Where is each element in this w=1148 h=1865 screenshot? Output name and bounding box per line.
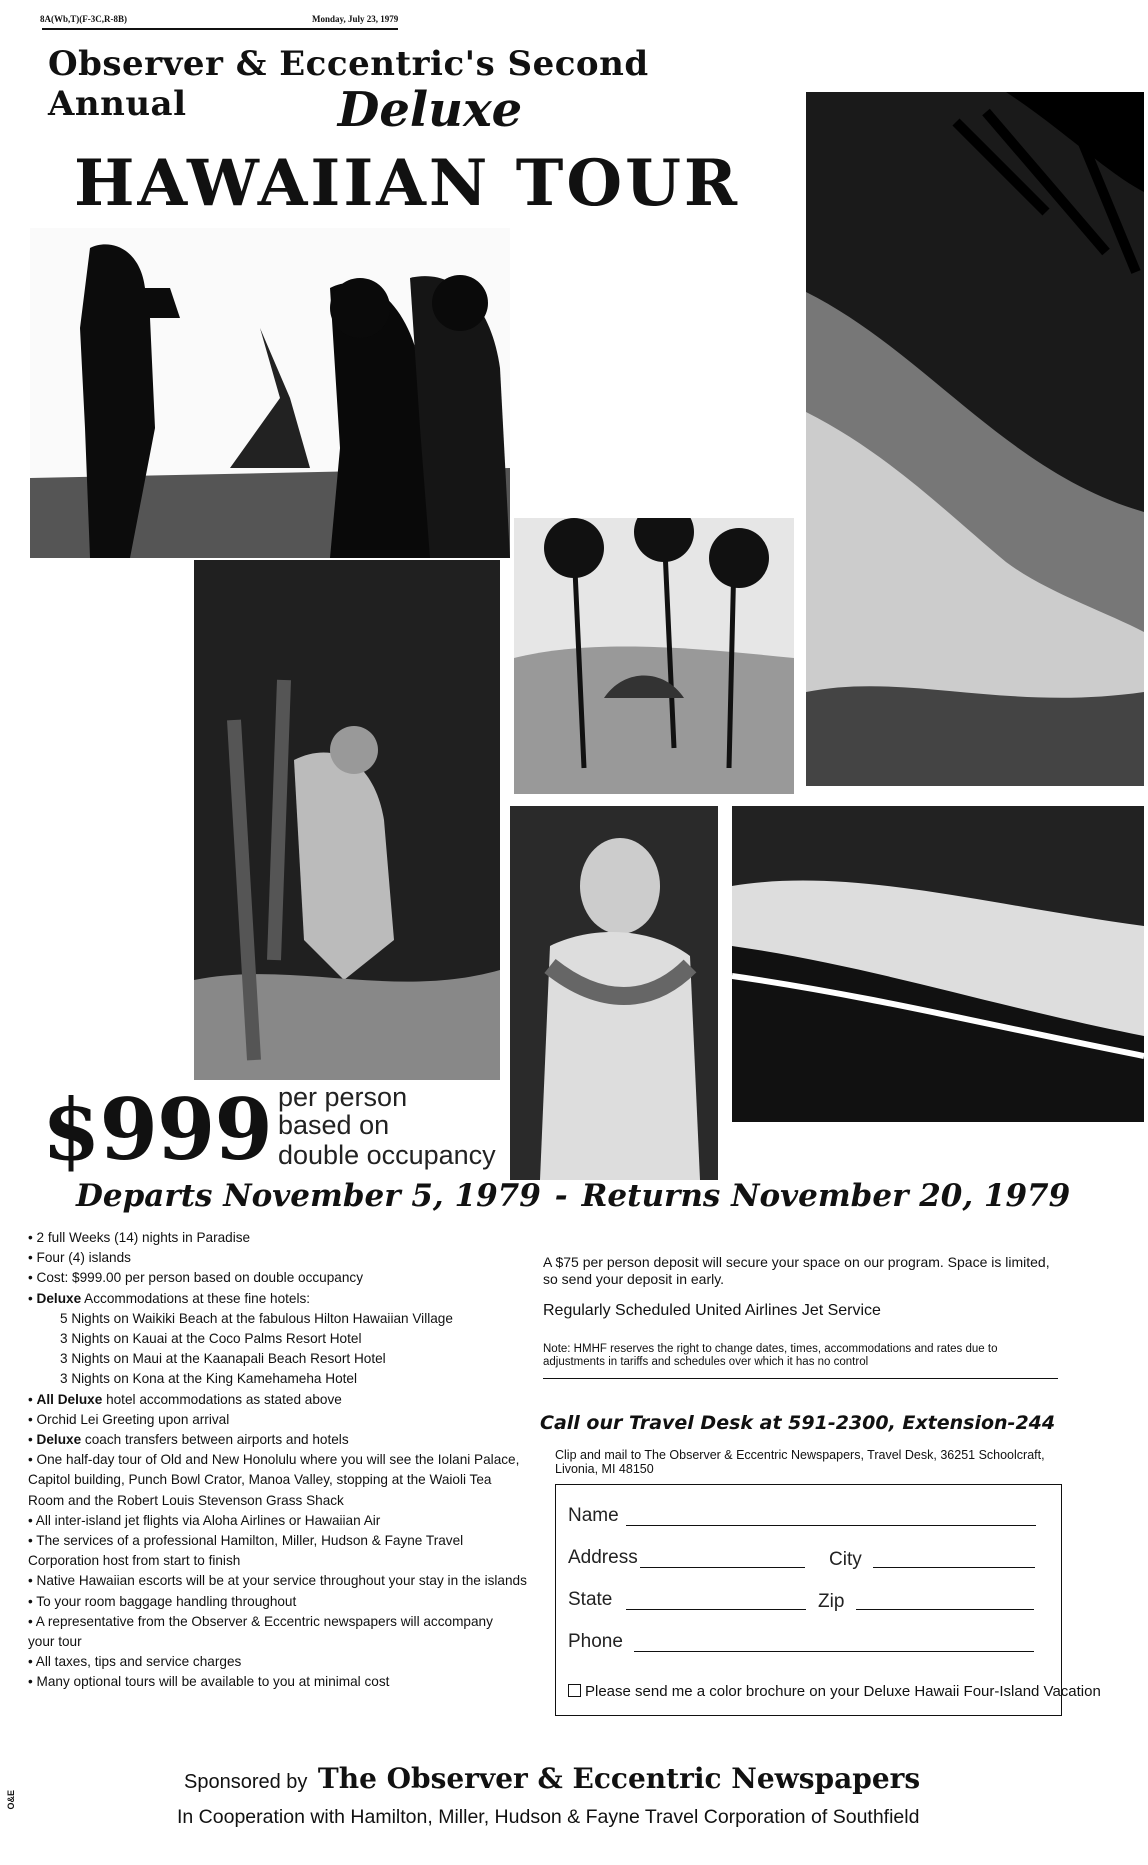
list-item: Capitol building, Punch Bowl Crator, Manoa Valley, stopping at the Waioli Tea <box>28 1472 492 1488</box>
deluxe-bold: Deluxe <box>36 1432 82 1448</box>
phone-field[interactable] <box>634 1651 1034 1652</box>
list-item: 5 Nights on Waikiki Beach at the fabulous Hilton Hawaiian Village <box>60 1310 453 1326</box>
order-form <box>555 1484 1101 1716</box>
brochure-label: Please send me a color brochure on your Deluxe Hawaii Four-Island Vacation <box>585 1683 1101 1700</box>
photo-hula-dancer <box>194 560 500 1080</box>
feature-list <box>28 1228 548 1693</box>
list-item: Room and the Robert Louis Stevenson Grass Shack <box>28 1492 344 1508</box>
price-note-line2: based on <box>278 1110 390 1140</box>
list-item <box>28 1390 548 1410</box>
bullet: • <box>28 1391 33 1407</box>
bullet: • <box>28 1432 33 1448</box>
deluxe-bold: Deluxe <box>36 1290 82 1306</box>
headline-line2: Deluxe <box>337 82 523 138</box>
photo-beach-group <box>30 228 510 558</box>
call-travel-desk: Call our Travel Desk at 591-2300, Extension-244 <box>540 1412 1056 1434</box>
price-note-line1: per person <box>278 1082 408 1112</box>
phone-label: Phone <box>568 1631 623 1652</box>
list-item: • Cost: $999.00 per person based on double occupancy <box>28 1270 364 1286</box>
name-label: Name <box>568 1505 619 1526</box>
list-item: Corporation host from start to finish <box>28 1553 241 1569</box>
airline-info: Regularly Scheduled United Airlines Jet Service <box>543 1302 881 1319</box>
photo-lei-woman <box>510 806 718 1180</box>
departs-date: Departs November 5, 1979 <box>76 1178 541 1214</box>
mailing-address: Clip and mail to The Observer & Eccentric Newspapers, Travel Desk, 36251 Schoolcraft, Livonia, MI 48150 <box>555 1448 1045 1476</box>
address-field[interactable] <box>640 1567 805 1568</box>
sponsored-by: Sponsored by <box>184 1771 308 1793</box>
list-item: • All taxes, tips and service charges <box>28 1654 242 1670</box>
name-field[interactable] <box>626 1525 1036 1526</box>
photo-coastline <box>732 806 1144 1122</box>
list-item: • All inter-island jet flights via Aloha Airlines or Hawaiian Air <box>28 1512 381 1528</box>
bullet: • <box>28 1290 33 1306</box>
divider <box>543 1378 1058 1379</box>
dates-separator: - <box>554 1178 568 1214</box>
list-item: • Four (4) islands <box>28 1250 131 1266</box>
list-item: 3 Nights on Kona at the King Kamehameha Hotel <box>60 1371 357 1387</box>
price-note-line3: double occupancy <box>278 1140 496 1170</box>
disclaimer-note: Note: HMHF reserves the right to change dates, times, accommodations and rates due to adjustments in tariffs and schedules over which it has no control <box>543 1343 998 1368</box>
photo-golf-course <box>514 518 794 794</box>
deposit-info: A $75 per person deposit will secure your space on our program. Space is limited, so send your deposit in early. <box>543 1254 1050 1287</box>
address-label: Address <box>568 1547 638 1568</box>
sponsor-line <box>184 1762 1044 1795</box>
list-item <box>28 1289 548 1309</box>
page-code: 8A(Wb,T)(F-3C,R-8B) <box>40 14 127 24</box>
photo-beach-aerial <box>806 92 1144 786</box>
price-amount: $999 <box>42 1080 272 1179</box>
city-label: City <box>829 1549 862 1570</box>
list-item-text: hotel accommodations as stated above <box>106 1391 342 1407</box>
list-item-text: coach transfers between airports and hotels <box>84 1432 349 1448</box>
newspaper-logo: The Observer & Eccentric Newspapers <box>317 1762 921 1795</box>
list-item: 3 Nights on Maui at the Kaanapali Beach Resort Hotel <box>60 1351 386 1367</box>
list-item-text: Accommodations at these fine hotels: <box>84 1290 311 1306</box>
zip-label: Zip <box>818 1591 845 1612</box>
list-item: 3 Nights on Kauai at the Coco Palms Resort Hotel <box>60 1331 362 1347</box>
headline-line3: HAWAIIAN TOUR <box>74 146 741 221</box>
list-item: • Many optional tours will be available to you at minimal cost <box>28 1674 390 1690</box>
state-label: State <box>568 1589 613 1610</box>
list-item: • Native Hawaiian escorts will be at your service throughout your stay in the islands <box>28 1573 527 1589</box>
list-item: • To your room baggage handling throughout <box>28 1593 297 1609</box>
side-code: O&E <box>6 1790 16 1810</box>
returns-date: Returns November 20, 1979 <box>581 1178 1071 1214</box>
brochure-option[interactable] <box>568 1683 1101 1700</box>
list-item <box>28 1430 548 1450</box>
all-deluxe-bold: All Deluxe <box>36 1391 103 1407</box>
list-item: • A representative from the Observer & Eccentric newspapers will accompany <box>28 1613 493 1629</box>
list-item: • One half-day tour of Old and New Honolulu where you will see the Iolani Palace, <box>28 1452 520 1468</box>
headline-line1: Observer & Eccentric's Second Annual <box>48 44 649 124</box>
list-item: • The services of a professional Hamilton, Miller, Hudson & Fayne Travel <box>28 1533 464 1549</box>
tour-dates <box>76 1178 1076 1214</box>
page-date: Monday, July 23, 1979 <box>312 14 399 24</box>
zip-field[interactable] <box>856 1609 1034 1610</box>
cooperation-line: In Cooperation with Hamilton, Miller, Hudson & Fayne Travel Corporation of Southfield <box>177 1806 920 1828</box>
header-rule <box>42 28 398 30</box>
brochure-checkbox[interactable] <box>568 1684 581 1697</box>
state-field[interactable] <box>626 1609 806 1610</box>
list-item: your tour <box>28 1634 82 1650</box>
list-item: • 2 full Weeks (14) nights in Paradise <box>28 1230 251 1245</box>
list-item: • Orchid Lei Greeting upon arrival <box>28 1411 230 1427</box>
city-field[interactable] <box>873 1567 1035 1568</box>
